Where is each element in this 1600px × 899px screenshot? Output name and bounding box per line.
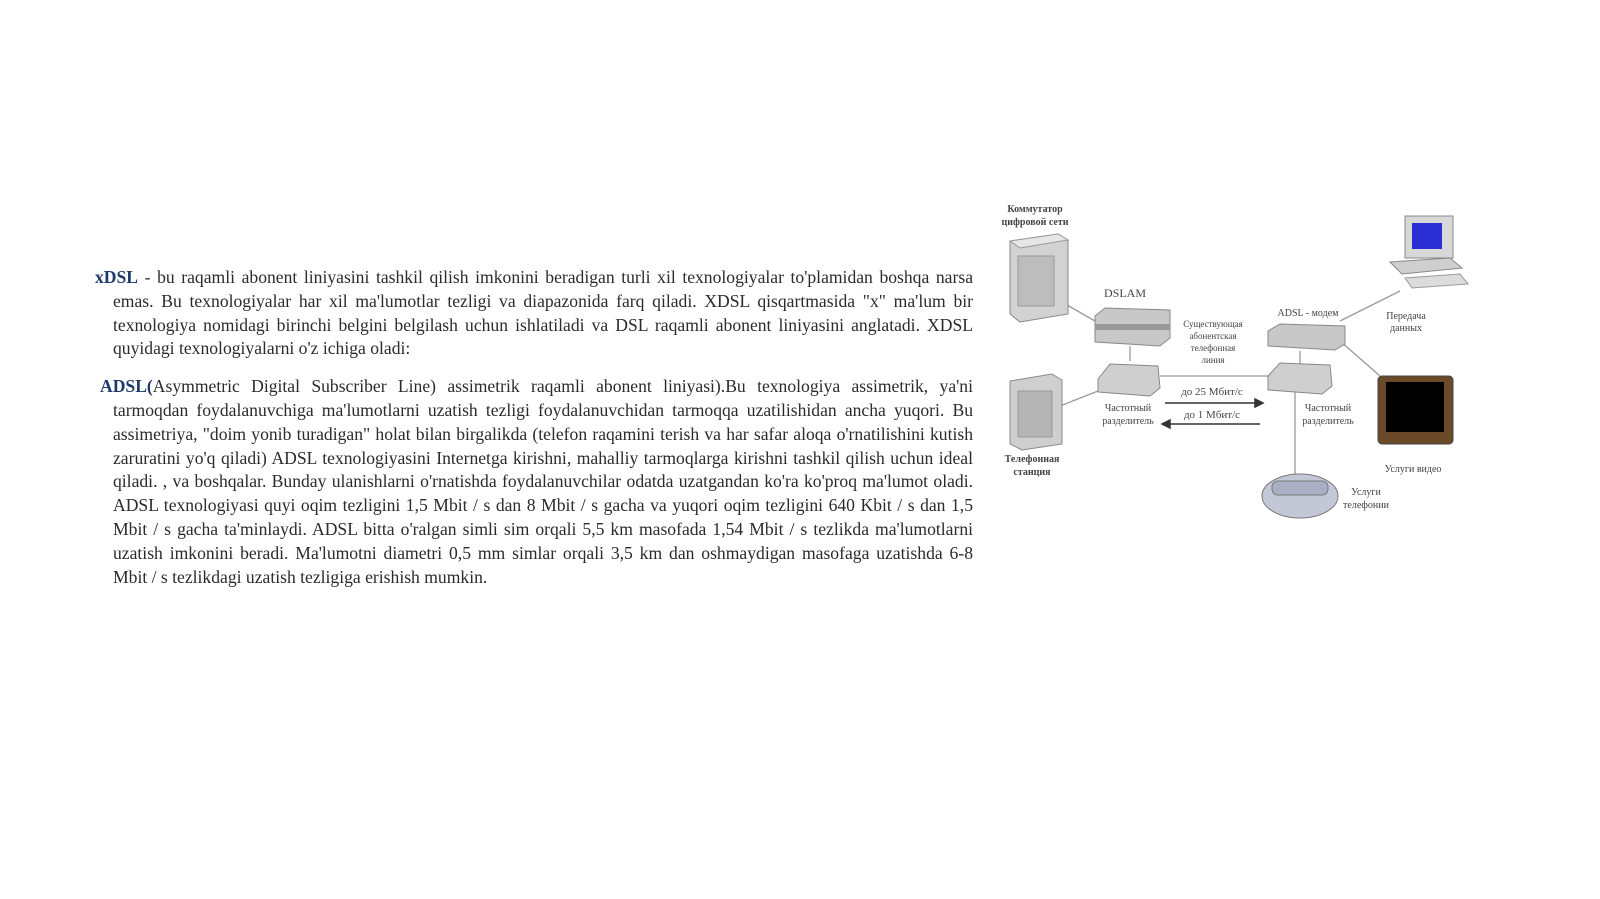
network-switch-icon (1010, 234, 1068, 322)
tv-icon (1378, 376, 1453, 444)
right-splitter-label-1: Частотный (1304, 403, 1352, 414)
existing-line-label-2: абонентская (1189, 331, 1237, 341)
phone-station-label-1: Телефонная (1004, 454, 1060, 465)
xdsl-term: xDSL (95, 267, 139, 287)
telephone-icon (1262, 474, 1338, 518)
phone-services-label-1: Услуги (1351, 487, 1381, 498)
left-splitter-label-1: Частотный (1104, 403, 1152, 414)
left-splitter-icon (1098, 364, 1160, 396)
switch-label-line2: цифровой сети (1001, 217, 1069, 228)
adsl-description: Asymmetric Digital Subscriber Line) assimetrik raqamli abonent liniyasi).Bu texnologiya assimetrik, ya'ni tarmoqdan foydalanuvchiga ma'lumotlarni uzatish tezligi foydalanuvchidan tarmoqqa uzatilishidan ancha yuqori. Bu assimetriya, "doim yonib turadigan" holat bilan birgalikda (telefon raqamini terish va har safar aloqa o'rnatilishini kutish zaruratini yo'q qiladi) ADSL texnologiyasini Internetga kirishni, mahalliy tarmoqlarga kirishni tashkil qilish uchun ideal qiladi. , va boshqalar. Bunday ulanishlarni o'rnatishda foydalanuvchilar odatda uzatgandan ko'ra ko'proq ma'lumot oladi. ADSL texnologiyasi quyi oqim tezligini 1,5 Mbit / s dan 8 Mbit / s gacha va yuqori oqim tezligini 640 Kbit / s dan 1,5 Mbit / s gacha ta'minlaydi. ADSL bitta o'ralgan simli sim orqali 5,5 km masofada 1,54 Mbit / s tezlikda ma'lumotlarni uzatish imkonini beradi. Ma'lumotni diametri 0,5 mm simlar orqali 3,5 km dan oshmaydigan masofaga uzatishda 6-8 Mbit / s tezlikdagi uzatish tezligiga erishish mumkin. (113, 376, 973, 587)
phone-services-label-2: телефонии (1343, 500, 1389, 511)
existing-line-label-1: Существующая (1183, 319, 1243, 329)
xdsl-paragraph (95, 266, 973, 361)
phone-station-label-2: станция (1013, 467, 1051, 478)
data-transfer-label-2: данных (1390, 323, 1422, 334)
right-splitter-label-2: разделитель (1302, 416, 1354, 427)
adsl-modem-label: ADSL - модем (1277, 308, 1339, 319)
telephone-station-icon (1010, 374, 1062, 450)
dslam-icon (1095, 308, 1170, 346)
data-transfer-label-1: Передача (1386, 311, 1426, 322)
dslam-label: DSLAM (1103, 286, 1147, 300)
adsl-term: ADSL( (100, 376, 153, 397)
speed-up-label: до 1 Мбит/с (1183, 409, 1241, 421)
switch-label-line1: Коммутатор (1007, 204, 1063, 215)
text-block (95, 266, 973, 589)
computer-icon (1390, 216, 1468, 288)
speed-down-label: до 25 Мбит/с (1181, 386, 1243, 398)
right-splitter-icon (1268, 363, 1332, 394)
adsl-network-diagram (1001, 196, 1500, 536)
video-services-label: Услуги видео (1384, 464, 1442, 475)
existing-line-label-4: линия (1201, 355, 1225, 365)
xdsl-description: - bu raqamli abonent liniyasini tashkil qilish imkonini beradigan turli xil texnologiyalar to'plamidan boshqa narsa emas. Bu texnologiyalar har xil ma'lumotlar tezligi va diapazonida farq qiladi. XDSL qisqartmasida "x" ma'lum bir texnologiya nomidagi birinchi belgini belgilash uchun ishlatiladi va DSL raqamli abonent liniyasini anglatadi. XDSL quyidagi texnologiyalarni o'z ichiga oladi: (113, 267, 973, 359)
left-splitter-label-2: разделитель (1102, 416, 1154, 427)
adsl-modem-icon (1268, 324, 1345, 350)
adsl-paragraph (95, 375, 973, 589)
existing-line-label-3: телефонная (1190, 343, 1236, 353)
